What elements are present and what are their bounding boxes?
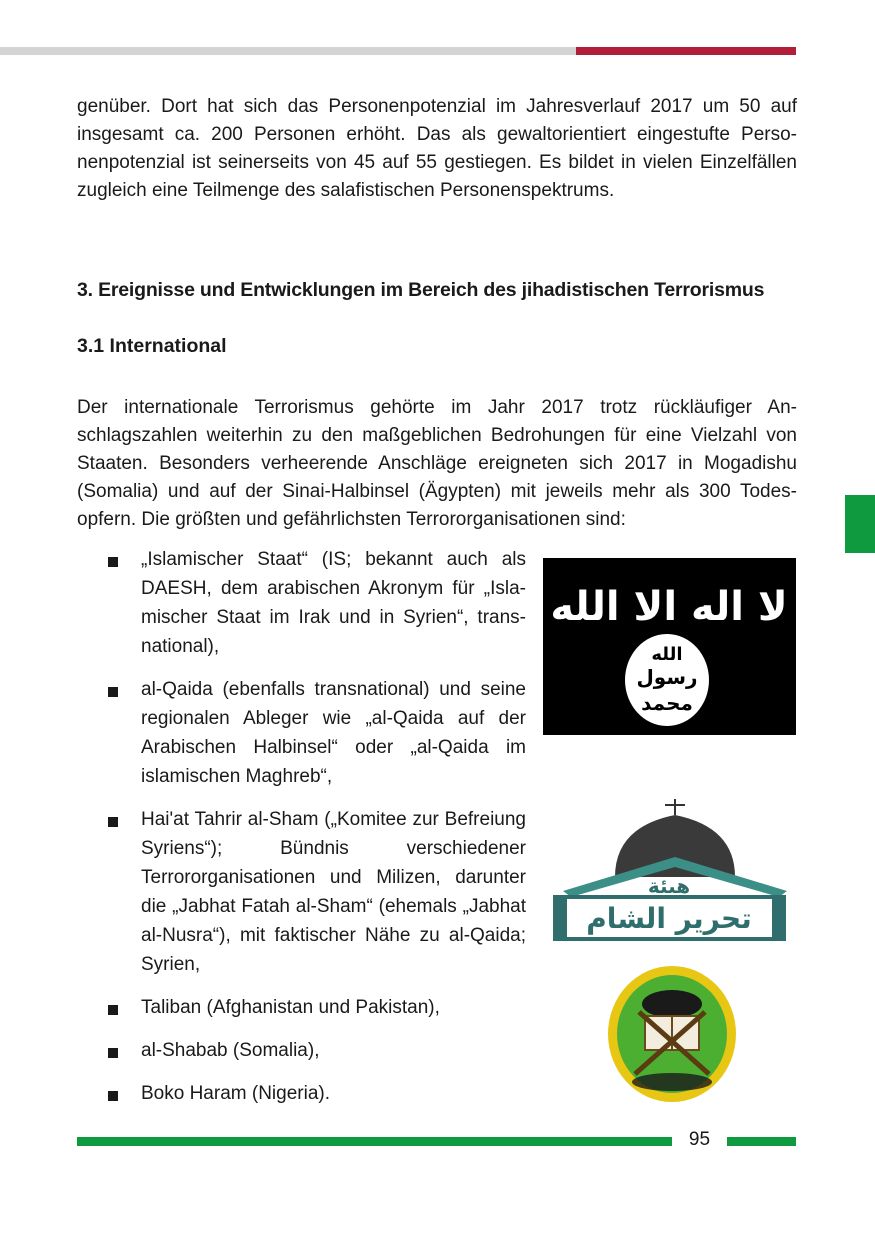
hts-banner-text: تحرير الشام — [586, 902, 752, 935]
header-bar-grey — [0, 47, 576, 55]
hts-logo — [543, 797, 796, 949]
list-item-text: „Islamischer Staat“ (IS; bekannt auch als DAESH, dem arabischen Akronym für „Islamischer Staat im Irak und in Syrien“, transnational), — [141, 549, 526, 657]
al-shabab-emblem — [605, 964, 740, 1104]
chapter-tab-marker — [845, 495, 875, 553]
bullet-square-icon — [108, 817, 118, 827]
list-item — [108, 1036, 528, 1065]
is-flag-text: لا اله الا الله — [550, 584, 788, 630]
is-seal-line-2: رسول — [636, 665, 698, 689]
bullet-square-icon — [108, 1091, 118, 1101]
bullet-square-icon — [108, 557, 118, 567]
header-bar-red — [576, 47, 796, 55]
footer-bar-right — [727, 1137, 796, 1146]
list-item — [108, 1079, 528, 1108]
page-number: 95 — [688, 1129, 711, 1150]
section-heading: 3. Ereignisse und Entwicklungen im Bereich des jihadistischen Terrorismus — [77, 279, 765, 301]
list-item — [108, 675, 526, 791]
organization-list — [108, 545, 528, 1108]
main-paragraph: Der internationale Terrorismus gehörte im Jahr 2017 trotz rückläufiger Anschlagszahlen weiterhin zu den maßgeblichen Bedrohungen für eine Vielzahl von Staaten. Besonders verheerende Anschläge ereigneten sich 2017 in Mogadishu (Somalia) und auf der Sinai-Halbinsel (Ägypten) mit jeweils mehr als 300 Todesopfern. Die größten und gefährlichsten Terrororganisationen sind: — [77, 397, 797, 530]
emblem-banner — [642, 990, 702, 1018]
is-seal-line-1: الله — [651, 644, 683, 665]
bullet-square-icon — [108, 687, 118, 697]
subsection-heading: 3.1 International — [77, 335, 227, 357]
list-item — [108, 993, 528, 1022]
is-flag-logo — [543, 558, 796, 735]
list-item-text: Taliban (Afghanistan und Pakistan), — [141, 997, 440, 1018]
hts-top-text: هيئة — [647, 874, 691, 898]
bullet-square-icon — [108, 1005, 118, 1015]
list-item-text: Hai'at Tahrir al-Sham („Komitee zur Befreiung Syriens“); Bündnis verschiedener Terrororganisationen und Milizen, darunter die „Jabhat Fatah al-Sham“ (ehemals „Jabhat al-Nusra“), mit faktischer Nähe zu al-Qaida; Syrien, — [141, 809, 526, 975]
list-item-text: al-Qaida (ebenfalls transnational) und seine regionalen Ableger wie „al-Qaida auf der Arabischen Halbinsel“ oder „al-Qaida im islamischen Maghreb“, — [141, 679, 526, 787]
list-item — [108, 805, 526, 979]
list-item — [108, 545, 526, 661]
is-seal-line-3: محمد — [641, 691, 693, 715]
list-item-text: al-Shabab (Somalia), — [141, 1040, 320, 1061]
list-item-text: Boko Haram (Nigeria). — [141, 1083, 330, 1104]
intro-paragraph: genüber. Dort hat sich das Personenpotenzial im Jahresverlauf 2017 um 50 auf insgesamt ca. 200 Personen erhöht. Das als gewaltorientiert eingestufte Personenpotenzial ist seinerseits von 45 auf 55 gestiegen. Es bildet in vielen Einzelfällen zugleich eine Teilmenge des salafistischen Personenspektrums. — [77, 96, 797, 201]
bullet-square-icon — [108, 1048, 118, 1058]
footer-bar-left — [77, 1137, 672, 1146]
